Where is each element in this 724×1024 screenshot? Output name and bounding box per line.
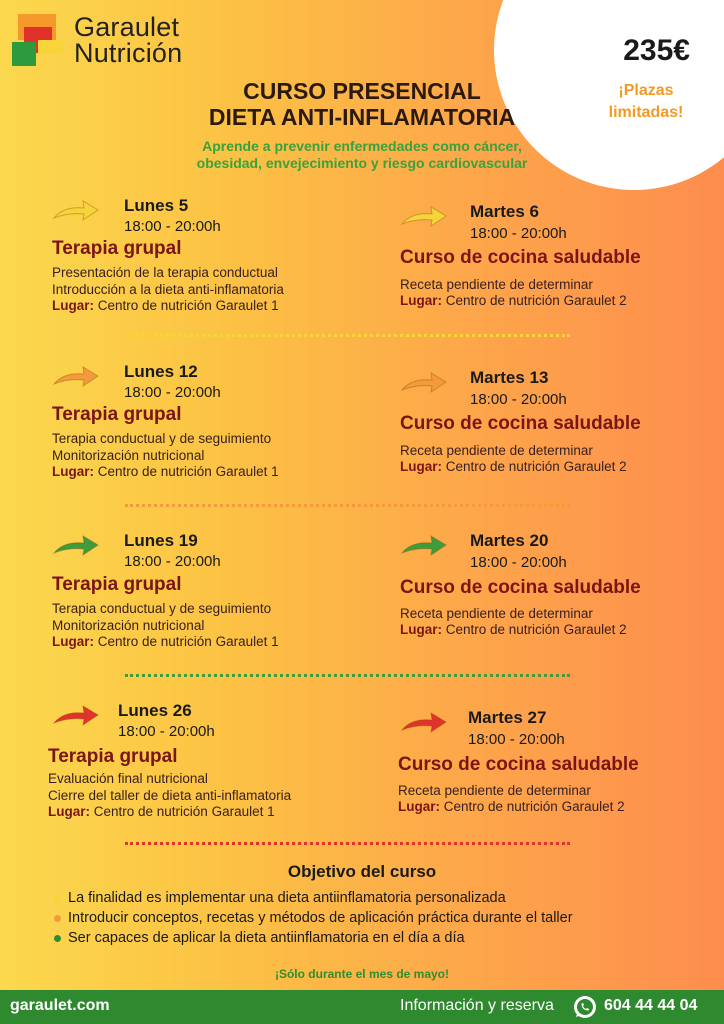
dotted-separator — [125, 674, 570, 677]
event-time: 18:00 - 20:00h — [124, 218, 221, 235]
event-location — [48, 804, 275, 819]
event-location — [398, 799, 625, 814]
objective-title: Objetivo del curso — [287, 862, 437, 881]
event-location-label: Lugar: — [400, 293, 442, 308]
event-time: 18:00 - 20:00h — [470, 391, 567, 408]
phone-number[interactable]: 604 44 44 04 — [604, 997, 698, 1014]
objective-item-text: Introducir conceptos, recetas y métodos de aplicación práctica durante el taller — [68, 910, 573, 926]
website-link[interactable]: garaulet.com — [10, 997, 110, 1014]
limited-line1: ¡Plazas — [618, 82, 674, 99]
arrow-right-icon — [400, 204, 448, 230]
event-title: Terapia grupal — [52, 404, 182, 425]
brand-name — [74, 14, 182, 66]
event-location — [400, 293, 627, 308]
dotted-separator — [125, 842, 570, 845]
course-subtitle-line1: Aprende a prevenir enfermedades como cáncer, — [202, 138, 522, 154]
event-time: 18:00 - 20:00h — [124, 553, 221, 570]
event-location — [52, 634, 279, 649]
arrow-right-icon — [52, 533, 100, 559]
event-location-value: Centro de nutrición Garaulet 2 — [442, 293, 627, 308]
arrow-right-icon — [52, 703, 100, 729]
event-description-line: Receta pendiente de determinar — [400, 443, 593, 458]
whatsapp-icon[interactable] — [572, 994, 598, 1020]
event-description-line: Terapia conductual y de seguimiento — [52, 601, 272, 616]
event-location — [52, 464, 279, 479]
event-time: 18:00 - 20:00h — [124, 384, 221, 401]
footer-bar — [0, 990, 724, 1024]
promo-note: ¡Sólo durante el mes de mayo! — [274, 967, 450, 981]
course-title — [0, 78, 724, 130]
event-day: Martes 27 — [468, 708, 547, 727]
event-location-label: Lugar: — [48, 804, 90, 819]
brand-logo[interactable] — [12, 14, 182, 66]
brand-name-line2: Nutrición — [74, 38, 183, 68]
event-day: Lunes 5 — [124, 196, 189, 215]
objective-item — [68, 890, 506, 906]
event-description-line: Monitorización nutricional — [52, 448, 205, 463]
event-description-line: Receta pendiente de determinar — [398, 783, 591, 798]
dotted-separator — [125, 334, 570, 337]
limited-line2: limitadas! — [608, 104, 684, 121]
arrow-right-icon — [400, 710, 448, 736]
event-location-label: Lugar: — [52, 298, 94, 313]
event-location-label: Lugar: — [398, 799, 440, 814]
event-description-line: Evaluación final nutricional — [48, 771, 208, 786]
course-title-line1: CURSO PRESENCIAL — [243, 78, 481, 104]
objective-item — [68, 930, 465, 946]
event-title: Curso de cocina saludable — [400, 247, 641, 268]
event-day: Lunes 26 — [118, 701, 192, 720]
event-time: 18:00 - 20:00h — [470, 225, 567, 242]
event-location-value: Centro de nutrición Garaulet 2 — [442, 459, 627, 474]
event-title: Curso de cocina saludable — [398, 754, 639, 775]
event-title: Curso de cocina saludable — [400, 577, 641, 598]
event-location-label: Lugar: — [400, 459, 442, 474]
arrow-right-icon — [52, 198, 100, 224]
event-day: Martes 13 — [470, 368, 549, 387]
event-title: Terapia grupal — [52, 574, 182, 595]
event-location-label: Lugar: — [52, 634, 94, 649]
event-day: Lunes 19 — [124, 531, 198, 550]
event-title: Curso de cocina saludable — [400, 413, 641, 434]
event-location — [400, 459, 627, 474]
event-location-value: Centro de nutrición Garaulet 1 — [94, 634, 279, 649]
event-time: 18:00 - 20:00h — [118, 723, 215, 740]
event-location-label: Lugar: — [52, 464, 94, 479]
event-description-line: Introducción a la dieta anti-inflamatoria — [52, 282, 284, 297]
bullet-dot-icon — [54, 935, 61, 942]
arrow-right-icon — [400, 533, 448, 559]
event-title: Terapia grupal — [48, 746, 178, 767]
event-day: Martes 20 — [470, 531, 549, 550]
event-location-label: Lugar: — [400, 622, 442, 637]
event-description-line: Cierre del taller de dieta anti-inflamatoria — [48, 788, 292, 803]
arrow-right-icon — [52, 364, 100, 390]
course-subtitle — [0, 138, 724, 172]
event-location-value: Centro de nutrición Garaulet 1 — [94, 464, 279, 479]
event-day: Lunes 12 — [124, 362, 198, 381]
event-description-line: Receta pendiente de determinar — [400, 606, 593, 621]
objective-item — [68, 910, 573, 926]
objective-item-text: La finalidad es implementar una dieta antiinflamatoria personalizada — [68, 890, 506, 906]
event-location — [400, 622, 627, 637]
event-location-value: Centro de nutrición Garaulet 2 — [440, 799, 625, 814]
arrow-right-icon — [400, 370, 448, 396]
bullet-dot-icon — [54, 895, 61, 902]
event-day: Martes 6 — [470, 202, 539, 221]
booking-info-label: Información y reserva — [400, 997, 554, 1014]
dotted-separator — [125, 504, 570, 507]
event-description-line: Receta pendiente de determinar — [400, 277, 593, 292]
course-title-line2: DIETA ANTI-INFLAMATORIA — [208, 104, 516, 130]
course-subtitle-line2: obesidad, envejecimiento y riesgo cardiovascular — [196, 155, 528, 171]
event-description-line: Presentación de la terapia conductual — [52, 265, 278, 280]
event-time: 18:00 - 20:00h — [470, 554, 567, 571]
event-title: Terapia grupal — [52, 238, 182, 259]
logo-mark-icon — [12, 14, 64, 66]
event-location — [52, 298, 279, 313]
bullet-dot-icon — [54, 915, 61, 922]
objective-item-text: Ser capaces de aplicar la dieta antiinflamatoria en el día a día — [68, 930, 465, 946]
price: 235€ — [623, 34, 690, 67]
event-location-value: Centro de nutrición Garaulet 2 — [442, 622, 627, 637]
brand-name-line1: Garaulet — [74, 12, 180, 42]
event-description-line: Monitorización nutricional — [52, 618, 205, 633]
event-time: 18:00 - 20:00h — [468, 731, 565, 748]
event-location-value: Centro de nutrición Garaulet 1 — [90, 804, 275, 819]
event-description-line: Terapia conductual y de seguimiento — [52, 431, 272, 446]
event-location-value: Centro de nutrición Garaulet 1 — [94, 298, 279, 313]
